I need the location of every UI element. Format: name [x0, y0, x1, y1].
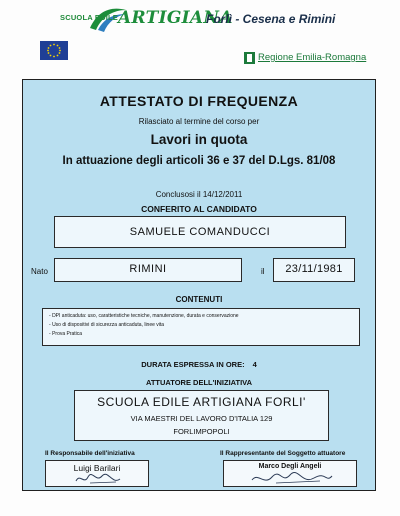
duration-label: DURATA ESPRESSA IN ORE:: [141, 360, 245, 369]
header-location: Forlì - Cesena e Rimini: [206, 12, 336, 26]
school-name: SCUOLA EDILE ARTIGIANA FORLI': [97, 395, 306, 409]
contents-label: CONTENUTI: [175, 295, 223, 304]
signatory-right-name: Marco Degli Angeli: [258, 463, 322, 470]
list-item: - Prova Pratica: [49, 330, 353, 339]
born-on-label: il: [261, 267, 265, 276]
region-logo: [244, 52, 367, 66]
signature-right-icon: [224, 471, 358, 488]
certificate-panel: [22, 79, 376, 491]
duration-value: 4: [252, 360, 257, 369]
birth-place: RIMINI: [129, 263, 167, 275]
logo-small-text: SCUOLA EDILE: [60, 13, 118, 22]
legal-reference: In attuazione degli articoli 36 e 37 del D.Lgs. 81/08: [62, 155, 336, 167]
conferred-label: CONFERITO AL CANDIDATO: [141, 204, 257, 214]
born-label: Nato: [31, 267, 48, 276]
logo-big-text: ARTIGIANA: [118, 8, 233, 28]
region-emblem-icon: [244, 52, 255, 64]
school-box: [74, 390, 329, 441]
region-name: Regione Emilia-Romagna: [258, 52, 367, 63]
signatory-right-label: Il Rappresentante del Soggetto attuatore: [220, 450, 346, 457]
contents-box: [42, 308, 360, 346]
eu-flag-icon: [40, 41, 68, 60]
course-name: Lavori in quota: [150, 132, 248, 147]
school-address: VIA MAESTRI DEL LAVORO D'ITALIA 129: [130, 414, 273, 423]
candidate-name-box: [54, 216, 346, 248]
birth-date: 23/11/1981: [285, 263, 343, 275]
scuola-edile-logo: [60, 4, 233, 36]
list-item: - DPI anticaduta: uso, caratteristiche tecniche, manutenzione, durata e conservazione: [49, 312, 353, 321]
birth-place-box: [54, 258, 242, 282]
certificate-subtitle: Rilasciato al termine del corso per: [138, 117, 260, 126]
signature-left-icon: [46, 471, 150, 488]
concluded-date: Conclusosi il 14/12/2011: [155, 190, 243, 199]
signatory-left-name: Luigi Barilari: [73, 463, 121, 473]
birth-date-box: [273, 258, 355, 282]
signatory-left-label: Il Responsabile dell'iniziativa: [45, 450, 135, 457]
signature-right-box: [223, 460, 357, 487]
signature-left-box: [45, 460, 149, 487]
list-item: - Uso di dispositivi di sicurezza anticaduta, linee vita: [49, 321, 353, 330]
candidate-name: SAMUELE COMANDUCCI: [129, 226, 271, 238]
certificate-title: ATTESTATO DI FREQUENZA: [99, 93, 299, 109]
actuator-label: ATTUATORE DELL'INIZIATIVA: [145, 378, 253, 387]
duration-line: [23, 360, 375, 369]
school-city: FORLIMPOPOLI: [173, 427, 230, 436]
contents-list: [43, 309, 359, 342]
